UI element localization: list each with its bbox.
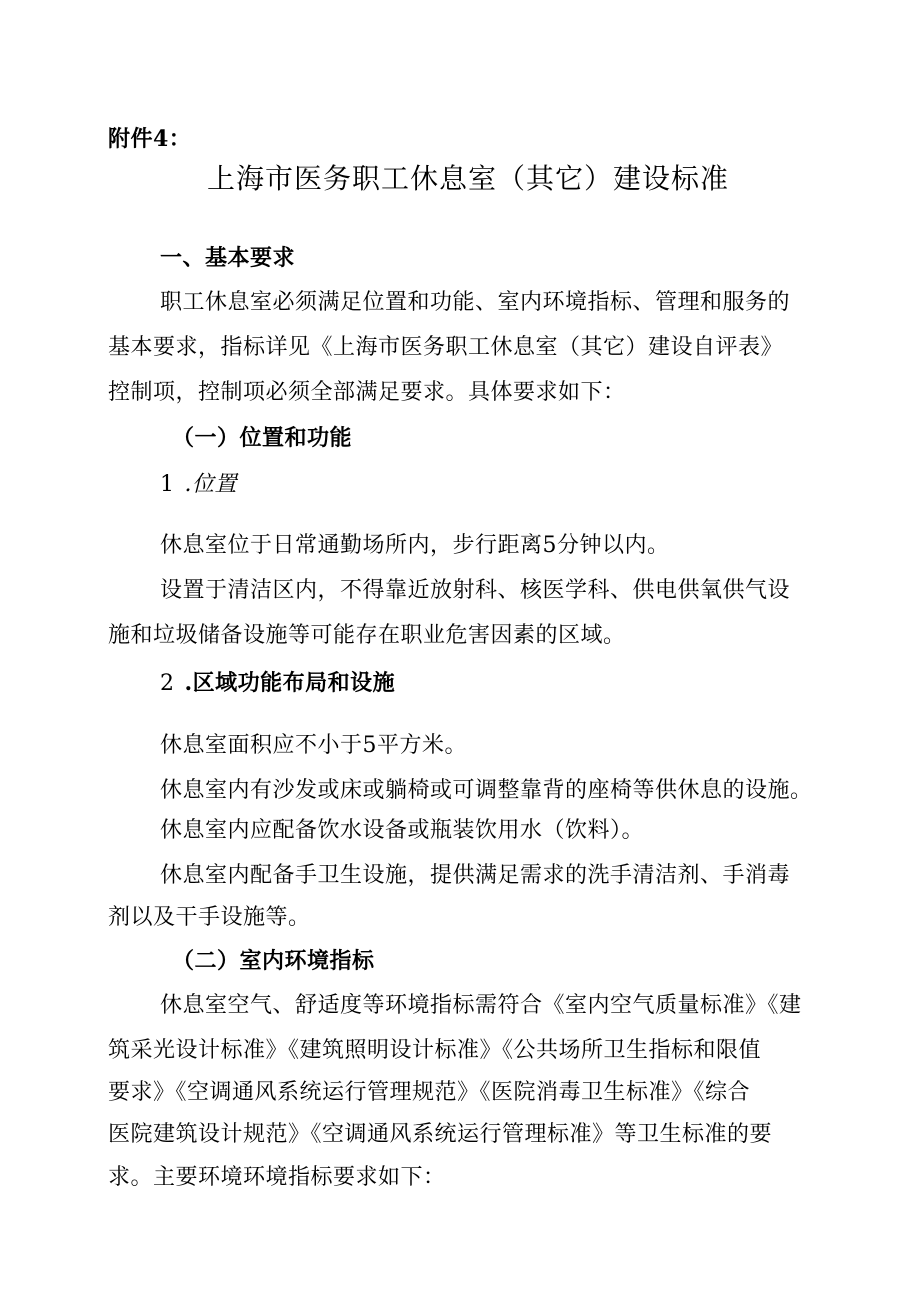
paragraph-line: 设置于清洁区内，不得靠近放射科、核医学科、供电供氧供气设 xyxy=(160,578,791,603)
item-number-value: 2 xyxy=(160,671,175,696)
paragraph-line: 休息室位于日常通勤场所内，步行距离5分钟以内。 xyxy=(160,533,670,558)
paragraph-line: 剂以及干手设施等。 xyxy=(108,905,311,930)
page-title: 上海市医务职工休息室（其它）建设标准 xyxy=(207,162,730,195)
item-number xyxy=(160,668,395,699)
paragraph-line: 休息室内有沙发或床或躺椅或可调整靠背的座椅等供休息的设施。 xyxy=(160,778,813,803)
paragraph-line: 施和垃圾储备设施等可能存在职业危害因素的区域。 xyxy=(108,623,626,648)
item-title-location: .位置 xyxy=(184,472,237,497)
paragraph-line: 休息室内应配备饮水设备或瓶装饮用水（饮料）。 xyxy=(160,818,645,843)
section-heading-basic-requirements: 一、基本要求 xyxy=(160,245,296,271)
paragraph-line: 职工休息室必须满足位置和功能、室内环境指标、管理和服务的 xyxy=(160,290,791,315)
paragraph-line: 控制项，控制项必须全部满足要求。具体要求如下： xyxy=(108,380,626,405)
paragraph-line: 休息室面积应不小于5平方米。 xyxy=(160,733,467,758)
paragraph-line: 基本要求，指标详见《上海市医务职工休息室（其它）建设自评表》 xyxy=(108,335,784,360)
paragraph-line: 求。主要环境环境指标要求如下： xyxy=(108,1165,446,1190)
subsection-heading-location-function: （一）位置和功能 xyxy=(172,425,353,451)
item-title-layout-facilities: .区域功能布局和设施 xyxy=(184,670,396,696)
attachment-label: 附件4： xyxy=(108,126,192,152)
paragraph-line: 医院建筑设计规范》《空调通风系统运行管理标准》等卫生标准的要 xyxy=(108,1122,773,1147)
item-number xyxy=(160,470,237,500)
paragraph-line: 休息室内配备手卫生设施，提供满足需求的洗手清洁剂、手消毒 xyxy=(160,863,791,888)
paragraph-line: 休息室空气、舒适度等环境指标需符合《室内空气质量标准》《建 xyxy=(160,993,802,1018)
paragraph-line: 筑采光设计标准》《建筑照明设计标准》《公共场所卫生指标和限值 xyxy=(108,1038,762,1063)
subsection-heading-indoor-environment: （二）室内环境指标 xyxy=(172,948,375,974)
paragraph-line: 要求》《空调通风系统运行管理规范》《医院消毒卫生标准》《综合 xyxy=(108,1080,751,1105)
item-number-value: 1 xyxy=(160,472,175,497)
